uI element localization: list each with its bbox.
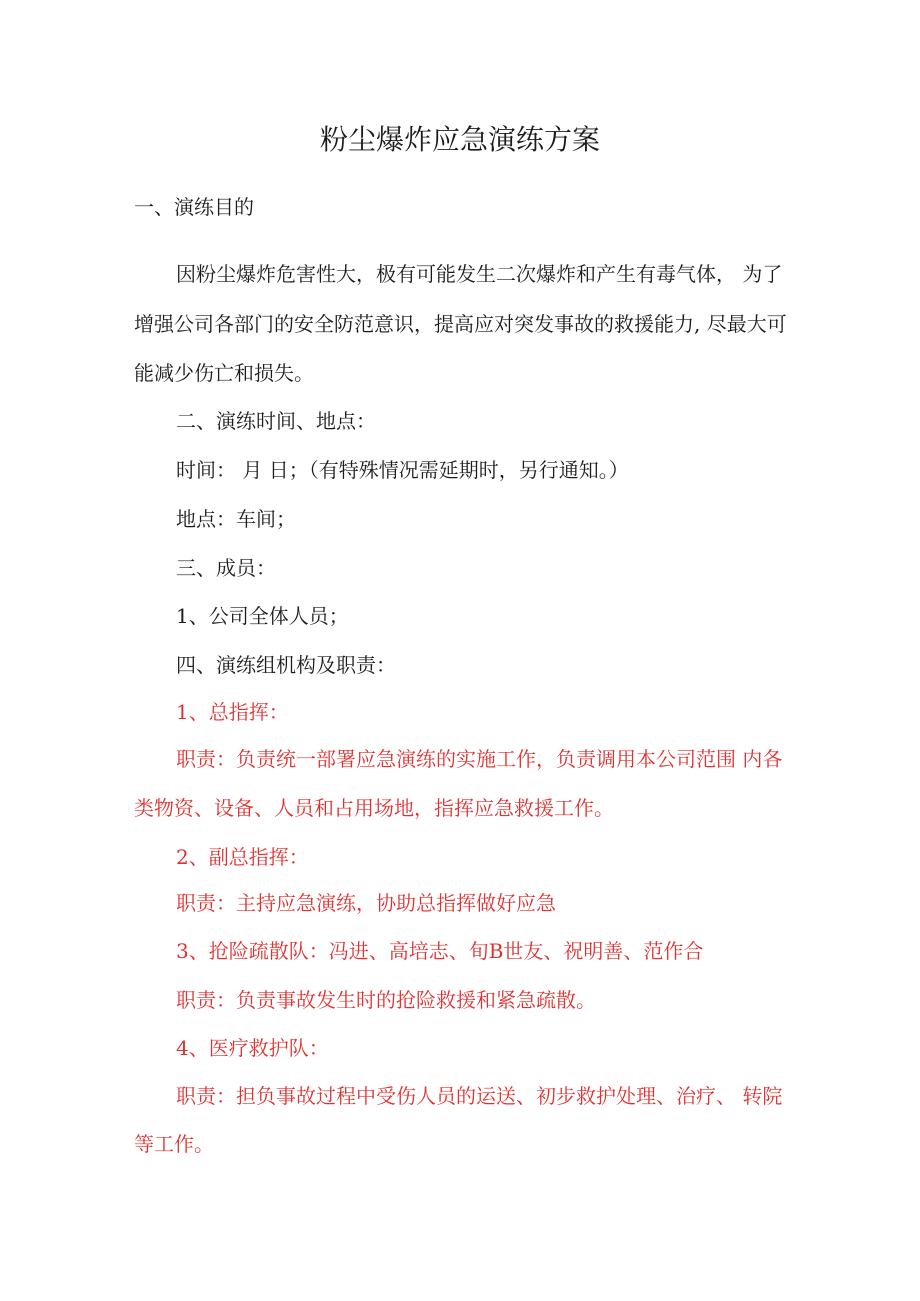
location-line: 地点：车间； — [176, 507, 296, 531]
section-heading-time-location: 二、演练时间、地点： — [176, 409, 376, 433]
deputy-heading: 2、副总指挥： — [176, 845, 309, 869]
deputy-duty: 职责：主持应急演练，协助总指挥做好应急 — [176, 891, 556, 915]
purpose-line-1: 因粉尘爆炸危害性大，极有可能发生二次爆炸和产生有毒气体， 为了 — [176, 262, 783, 286]
medical-duty-line-1: 职责：担负事故过程中受伤人员的运送、初步救护处理、治疗、 转院 — [176, 1084, 783, 1108]
commander-duty-line-1: 职责：负责统一部署应急演练的实施工作，负责调用本公司范围 内各 — [176, 747, 783, 771]
commander-duty-line-2: 类物资、设备、人员和占用场地，指挥应急救援工作。 — [134, 796, 614, 820]
medical-heading: 4、医疗救护队： — [176, 1036, 329, 1060]
purpose-line-2: 增强公司各部门的安全防范意识，提高应对突发事故的救援能力, 尽最大可 — [134, 312, 787, 336]
rescue-team-line: 3、抢险疏散队：冯进、高培志、旬B世友、祝明善、范作合 — [176, 939, 704, 963]
document-title: 粉尘爆炸应急演练方案 — [319, 123, 600, 156]
section-heading-purpose: 一、演练目的 — [134, 195, 254, 219]
section-heading-members: 三、成员： — [176, 556, 276, 580]
time-line: 时间： 月 日；（有特殊情况需延期时，另行通知。） — [176, 458, 629, 482]
section-heading-organization: 四、演练组机构及职责： — [176, 653, 396, 677]
medical-duty-line-2: 等工作。 — [134, 1132, 214, 1156]
rescue-duty: 职责：负责事故发生时的抢险救援和紧急疏散。 — [176, 988, 596, 1012]
members-line: 1、公司全体人员； — [176, 604, 349, 628]
commander-heading: 1、总指挥： — [176, 700, 289, 724]
purpose-line-3: 能减少伤亡和损失。 — [134, 361, 314, 385]
